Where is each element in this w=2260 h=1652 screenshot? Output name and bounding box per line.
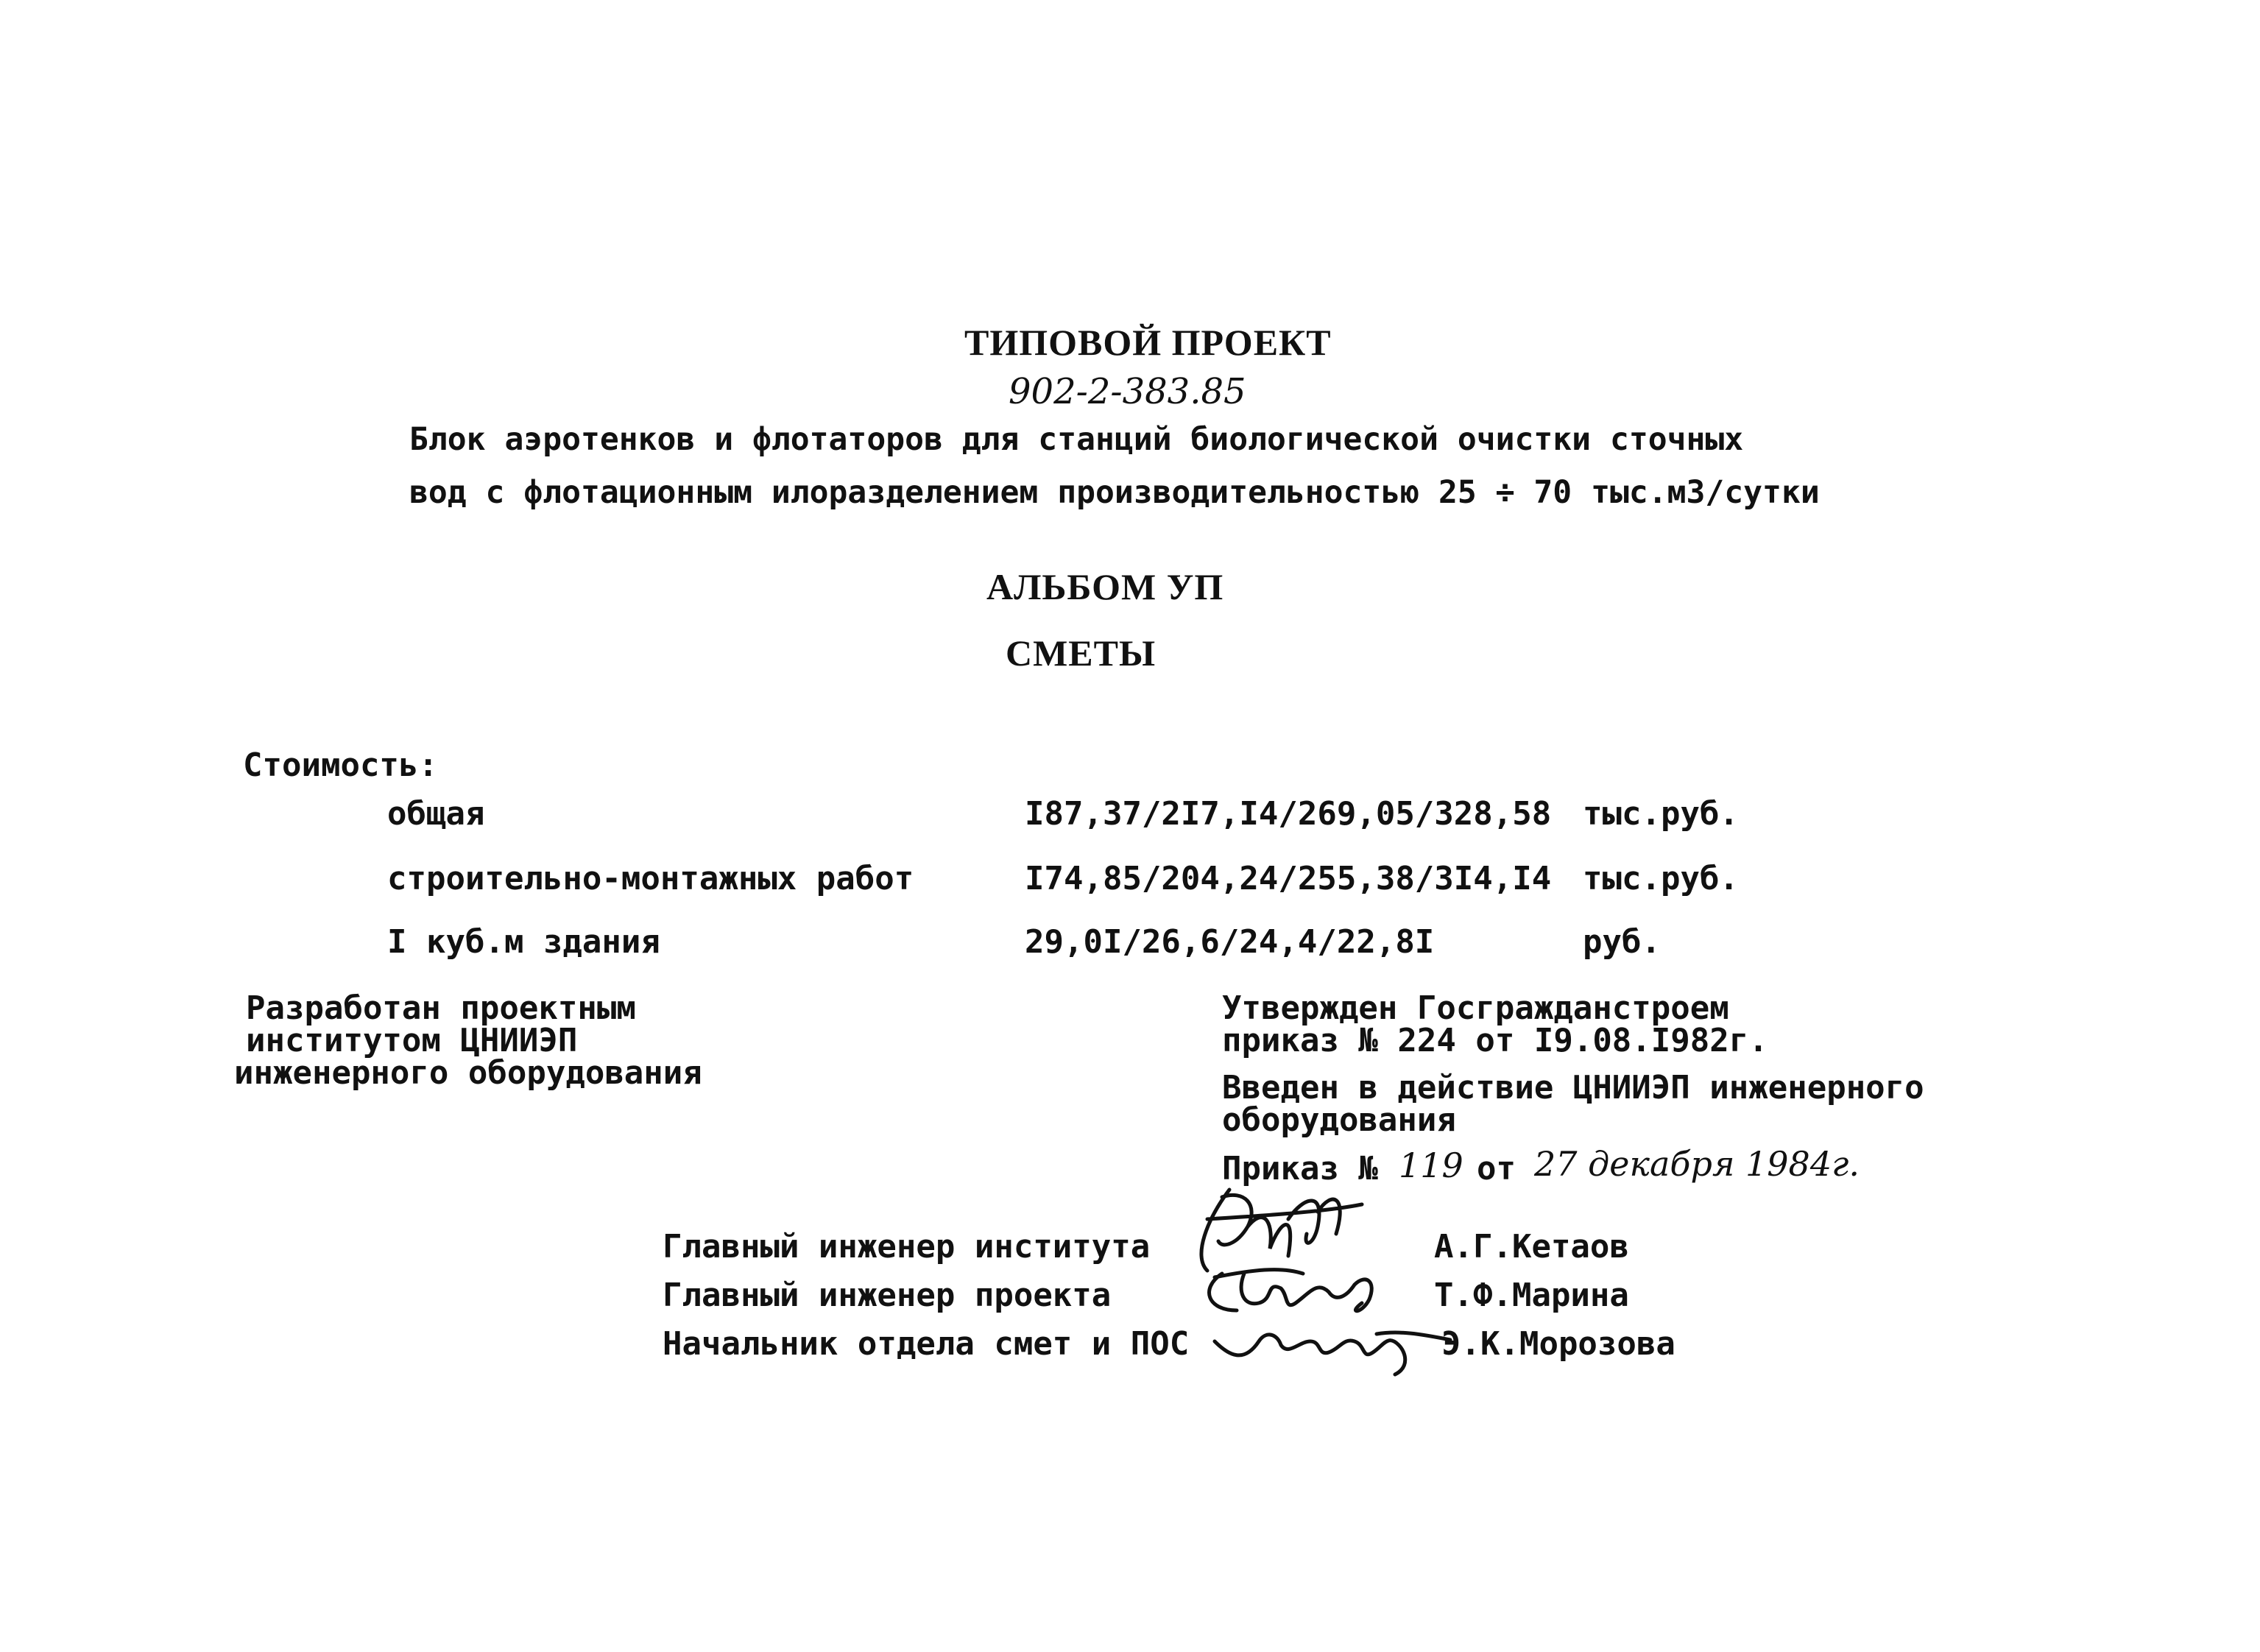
signature-role-1: Главный инженер института (663, 1228, 1151, 1266)
developer-line-2: институтом ЦНИИЭП (246, 1022, 578, 1059)
cost-unit-total: тыс.руб. (1583, 795, 1739, 833)
cost-unit-construction: тыс.руб. (1583, 860, 1739, 897)
approval-line-4: оборудования (1222, 1101, 1456, 1139)
order-number: 119 (1399, 1146, 1463, 1185)
cost-heading: Стоимость: (243, 746, 438, 784)
signature-role-3: Начальник отдела смет и ПОС (663, 1325, 1190, 1363)
handwritten-signature-3 (1207, 1312, 1458, 1378)
cost-label-total: общая (387, 795, 485, 833)
project-number: 902-2-383.85 (1009, 371, 1246, 412)
cost-label-per-cubic-meter: I куб.м здания (387, 923, 660, 961)
description-line-1: Блок аэротенков и флотаторов для станций биологической очистки сточных (409, 421, 1744, 458)
approval-line-3: Введен в действие ЦНИИЭП инженерного (1222, 1069, 1924, 1106)
developer-line-1: Разработан проектным (246, 989, 636, 1027)
approval-line-1: Утвержден Госгражданстроем (1222, 989, 1729, 1027)
handwritten-signature-2 (1193, 1259, 1413, 1318)
order-date: 27 декабря 1984г. (1534, 1144, 1860, 1184)
signature-name-1: А.Г.Кетаов (1434, 1228, 1629, 1266)
cost-label-construction: строительно-монтажных работ (387, 860, 914, 897)
cost-value-construction: I74,85/204,24/255,38/3I4,I4 (1025, 860, 1552, 897)
signature-role-2: Главный инженер проекта (663, 1277, 1112, 1314)
cost-value-total: I87,37/2I7,I4/269,05/328,58 (1025, 795, 1552, 833)
cost-value-per-cubic-meter: 29,0I/26,6/24,4/22,8I (1025, 923, 1435, 961)
approval-line-2: приказ № 224 от I9.08.I982г. (1222, 1022, 1768, 1059)
project-type-title: ТИПОВОЙ ПРОЕКТ (964, 322, 1332, 363)
developer-line-3: инженерного оборудования (234, 1054, 702, 1092)
section-title: СМЕТЫ (1006, 632, 1157, 674)
order-prefix: Приказ № (1222, 1150, 1378, 1187)
order-from: от (1477, 1150, 1516, 1187)
signature-name-3: Э.К.Морозова (1441, 1325, 1675, 1363)
signature-name-2: Т.Ф.Марина (1434, 1277, 1629, 1314)
description-line-2: вод с флотационным илоразделением производительностью 25 ÷ 70 тыс.м3/сутки (409, 474, 1820, 511)
cost-unit-per-cubic-meter: руб. (1583, 923, 1661, 961)
album-title: АЛЬБОМ УП (986, 566, 1224, 607)
